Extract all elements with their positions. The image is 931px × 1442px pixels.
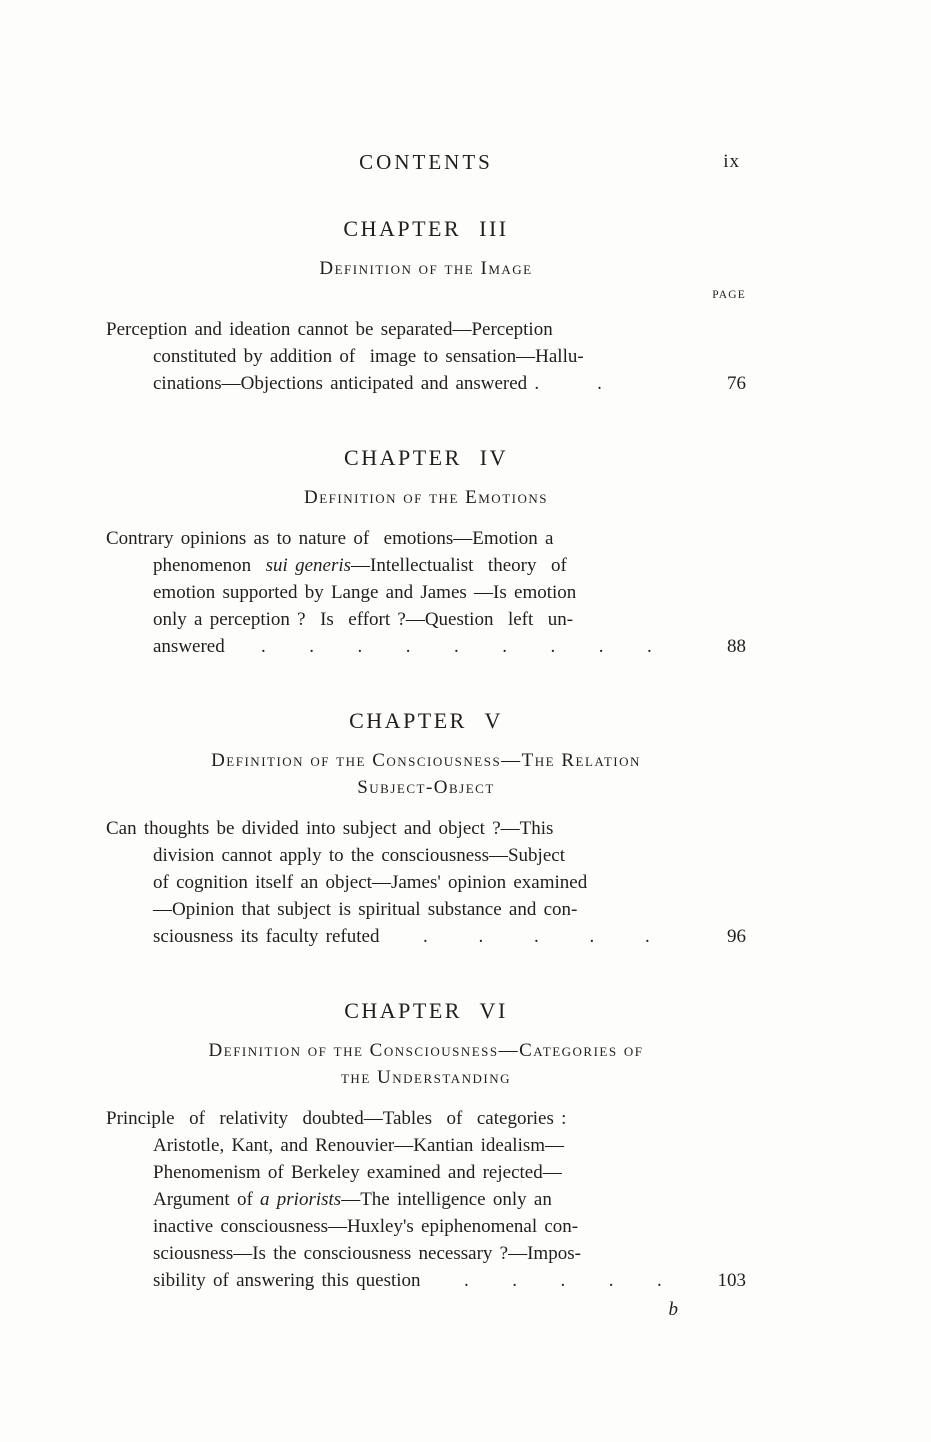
chapter-subtitle-line: Subject-Object (357, 777, 495, 798)
chapter-subtitle-line: Definition of the Image (319, 258, 533, 279)
entry-line: sibility of answering this question . . . . . 103 (106, 1267, 746, 1294)
entry-line: sciousness—Is the consciousness necessary ?—Impos- (153, 1243, 581, 1264)
entry-page-number: 103 (717, 1270, 746, 1291)
entry-line: Argument of a priorists—The intelligence only an (153, 1189, 552, 1210)
entry-line: Phenomenism of Berkeley examined and rejected— (153, 1162, 562, 1183)
chapter-subtitle-line: the Understanding (340, 1067, 512, 1088)
chapter-title: CHAPTER III (343, 216, 509, 241)
entry-line: only a perception ? Is effort ?—Question left un- (153, 609, 574, 630)
entry-line: Can thoughts be divided into subject and object ?—This (106, 818, 554, 839)
entry-line: constituted by addition of image to sensation—Hallu- (153, 346, 584, 367)
page-column-label: PAGE (712, 289, 746, 301)
entry-line: answered . . . . . . . . . 88 (106, 633, 746, 660)
chapter-title: CHAPTER IV (344, 445, 508, 470)
entry-line: Contrary opinions as to nature of emotions—Emotion a (106, 528, 554, 549)
entry-line: Aristotle, Kant, and Renouvier—Kantian idealism— (153, 1135, 565, 1156)
contents-entry (106, 815, 746, 950)
chapter-title: CHAPTER V (349, 708, 503, 733)
chapter-subtitle-line: Definition of the Emotions (304, 487, 548, 508)
contents-list (106, 214, 746, 1294)
book-page (106, 0, 746, 1323)
entry-line: emotion supported by Lange and James —Is emotion (153, 582, 577, 603)
chapter-subtitle (106, 484, 746, 511)
chapter-section (106, 706, 746, 950)
entry-line: phenomenon sui generis—Intellectualist theory of (153, 555, 567, 576)
entry-line: division cannot apply to the consciousness—Subject (153, 845, 565, 866)
chapter-subtitle-line: Definition of the Consciousness—Categories of (208, 1040, 644, 1061)
entry-page-number: 88 (727, 636, 746, 657)
signature-mark: b (668, 1299, 678, 1320)
chapter-subtitle (106, 747, 746, 801)
contents-heading: CONTENTS (359, 150, 493, 174)
chapter-title: CHAPTER VI (344, 998, 508, 1023)
entry-line: of cognition itself an object—James' opinion examined (153, 872, 588, 893)
chapter-subtitle-line: Definition of the Consciousness—The Relation (211, 750, 641, 771)
contents-entry (106, 525, 746, 660)
entry-line: cinations—Objections anticipated and answered . . 76 (106, 370, 746, 397)
contents-entry (106, 1105, 746, 1294)
entry-line: —Opinion that subject is spiritual substance and con- (153, 899, 578, 920)
chapter-section (106, 996, 746, 1294)
entry-line: sciousness its faculty refuted . . . . . 96 (106, 923, 746, 950)
entry-page-number: 96 (727, 926, 746, 947)
chapter-section (106, 214, 746, 397)
chapter-subtitle (106, 1037, 746, 1091)
chapter-section (106, 443, 746, 660)
page-header-row (106, 150, 746, 180)
contents-entry (106, 316, 746, 397)
entry-line: Perception and ideation cannot be separated—Perception (106, 319, 553, 340)
entry-line: inactive consciousness—Huxley's epiphenomenal con- (153, 1216, 579, 1237)
entry-page-number: 76 (727, 373, 746, 394)
folio-number: ix (723, 151, 740, 172)
chapter-subtitle (106, 255, 746, 282)
entry-line: Principle of relativity doubted—Tables of categories : (106, 1108, 567, 1129)
